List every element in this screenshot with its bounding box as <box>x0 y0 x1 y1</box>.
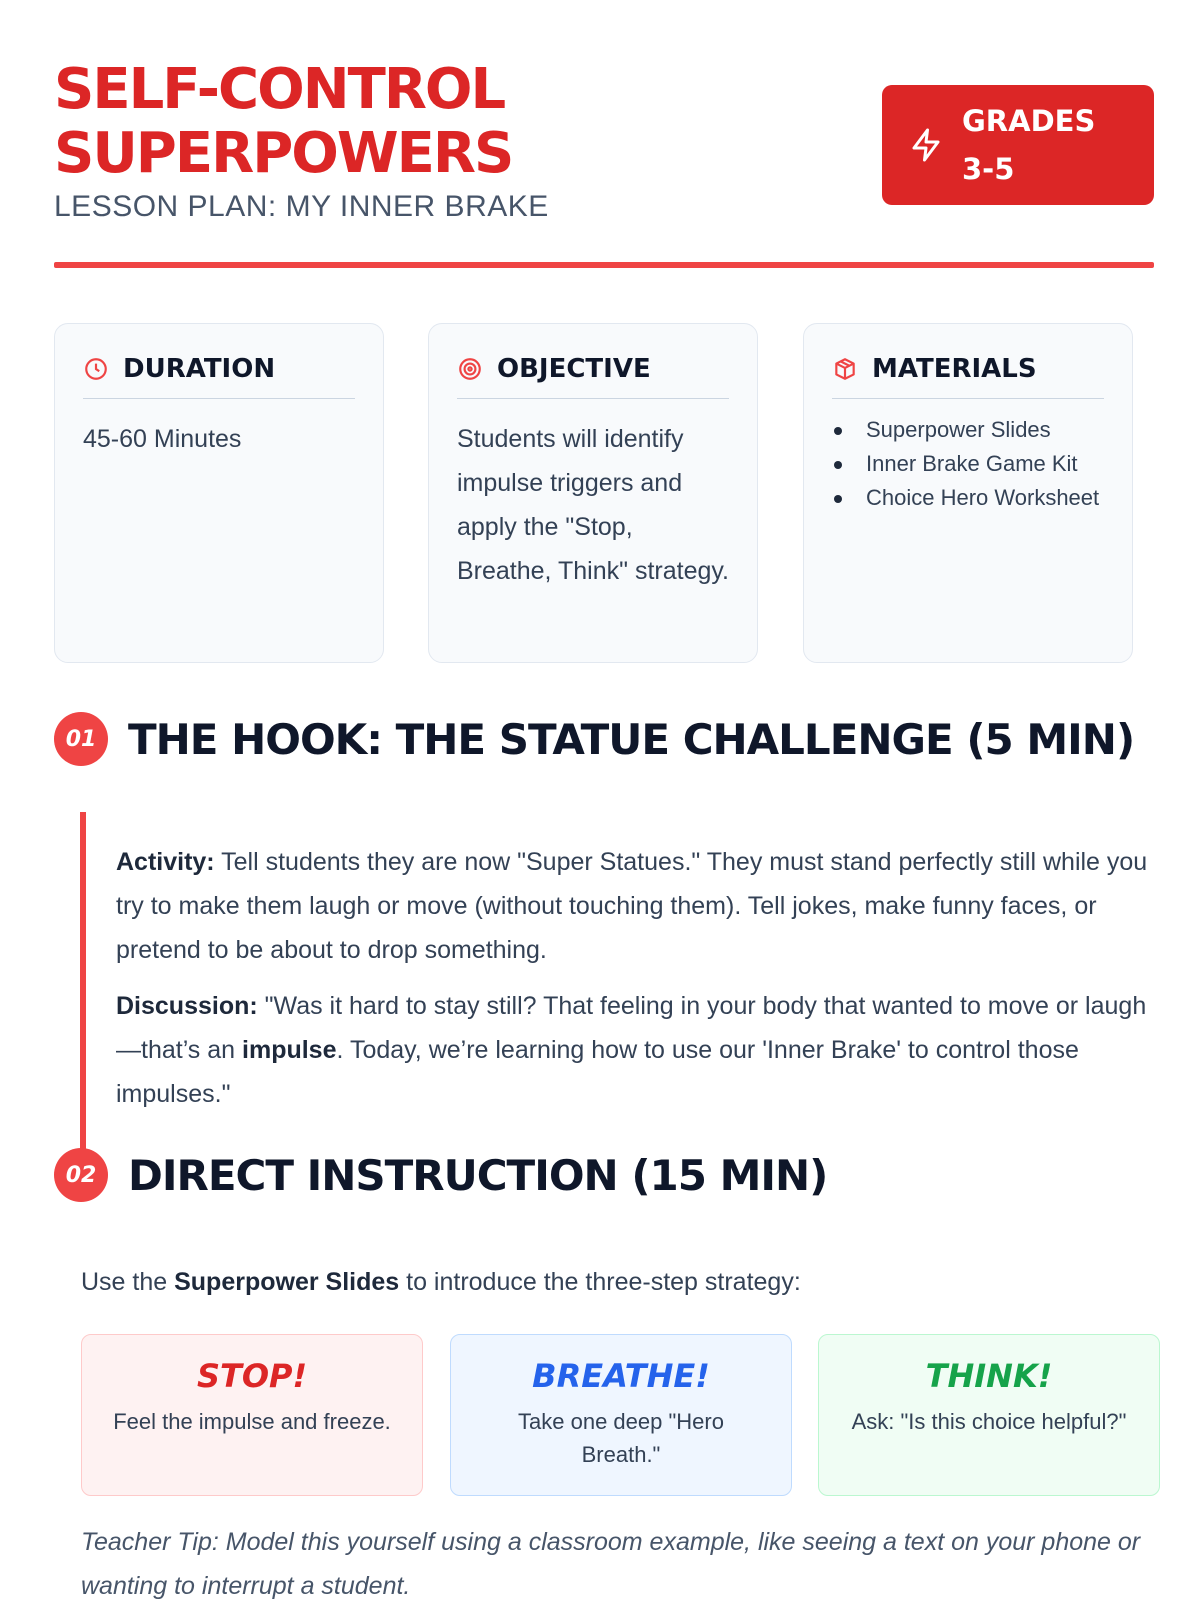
step-card-breathe <box>450 1334 792 1496</box>
section-02-header <box>54 1148 827 1202</box>
page-subtitle: LESSON PLAN: MY INNER BRAKE <box>54 190 549 223</box>
grade-badge <box>882 85 1154 205</box>
instruction-intro <box>81 1268 801 1297</box>
step-description: Take one deep "Hero Breath." <box>518 1409 724 1467</box>
activity-paragraph <box>116 840 1154 972</box>
section-title: DIRECT INSTRUCTION (15 MIN) <box>128 1150 828 1200</box>
step-card-stop <box>81 1334 423 1496</box>
materials-item: Choice Hero Worksheet <box>832 481 1104 515</box>
teacher-tip: Teacher Tip: Model this yourself using a classroom example, like seeing a text on your phone or wanting to interrupt a student. <box>81 1528 1141 1600</box>
materials-item: Superpower Slides <box>832 413 1104 447</box>
objective-text: Students will identify impulse triggers and apply the "Stop, Breathe, Think" strategy. <box>457 425 729 585</box>
discussion-paragraph <box>116 984 1154 1116</box>
section-number-badge: 02 <box>54 1148 108 1202</box>
materials-card-title: MATERIALS <box>872 354 1037 384</box>
step-title: STOP! <box>196 1357 308 1395</box>
materials-card-header <box>832 354 1104 399</box>
activity-text: Tell students they are now "Super Statues." They must stand perfectly still while you try to make them laugh or move (without touching them). Tell jokes, make funny faces, or pretend to be about to drop something. <box>116 848 1148 964</box>
duration-card-header <box>83 354 355 399</box>
discussion-emphasis: impulse <box>242 1036 337 1064</box>
box-icon <box>832 356 858 382</box>
badge-line-2: 3-5 <box>962 152 1015 186</box>
step-title: BREATHE! <box>532 1357 710 1395</box>
materials-item: Inner Brake Game Kit <box>832 447 1104 481</box>
grade-badge-text <box>962 97 1112 193</box>
intro-text: to introduce the three-step strategy: <box>399 1268 801 1296</box>
duration-card-title: DURATION <box>123 354 276 384</box>
section-title: THE HOOK: THE STATUE CHALLENGE (5 MIN) <box>128 714 1135 764</box>
badge-line-1: GRADES <box>962 104 1096 138</box>
section-01-header <box>54 712 1134 766</box>
objective-card-header <box>457 354 729 399</box>
clock-icon <box>83 356 109 382</box>
step-description: Feel the impulse and freeze. <box>113 1409 391 1434</box>
discussion-label: Discussion: <box>116 992 258 1020</box>
title-line-2: SUPERPOWERS <box>54 121 513 186</box>
hook-callout <box>80 812 1154 1152</box>
materials-list <box>832 413 1104 515</box>
intro-emphasis: Superpower Slides <box>174 1268 400 1296</box>
materials-card <box>803 323 1133 663</box>
header-divider <box>54 262 1154 268</box>
discussion-text: "Was it hard to stay still? That feeling in your body that wanted to move or laugh—that’s an <box>116 992 1147 1064</box>
duration-value: 45-60 Minutes <box>83 425 242 453</box>
activity-label: Activity: <box>116 848 215 876</box>
target-icon <box>457 356 483 382</box>
lightning-icon <box>908 127 944 163</box>
title-line-1: SELF-CONTROL <box>54 57 505 122</box>
objective-card <box>428 323 758 663</box>
step-card-think <box>818 1334 1160 1496</box>
discussion-text: . Today, we’re learning how to use our 'Inner Brake' to control those impulses." <box>116 1036 1079 1108</box>
section-number-badge: 01 <box>54 712 108 766</box>
objective-card-title: OBJECTIVE <box>497 354 651 384</box>
info-cards <box>54 323 1154 663</box>
step-description: Ask: "Is this choice helpful?" <box>851 1409 1127 1434</box>
step-title: THINK! <box>925 1357 1053 1395</box>
duration-card <box>54 323 384 663</box>
intro-text: Use the <box>81 1268 175 1296</box>
